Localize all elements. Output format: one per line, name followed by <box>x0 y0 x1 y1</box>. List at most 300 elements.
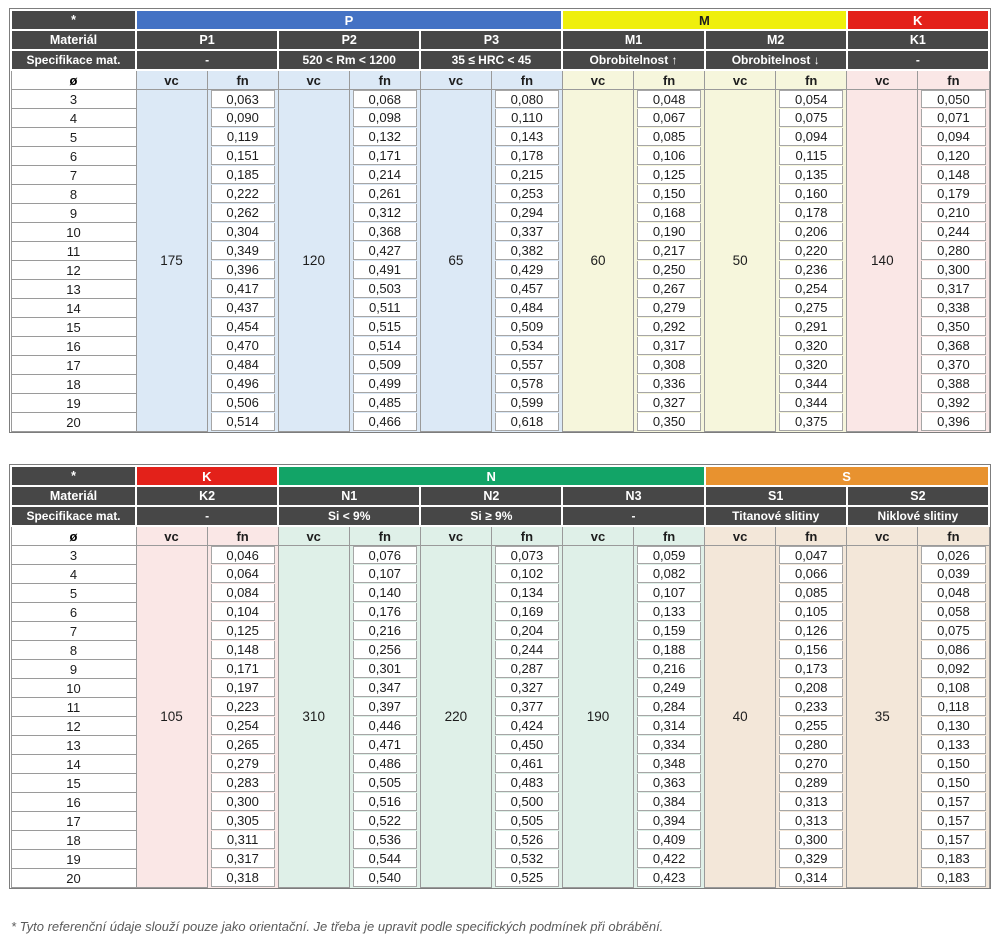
diameter-value: 10 <box>11 679 136 698</box>
fn-value: 0,461 <box>495 755 559 773</box>
material-header-p3: P3 <box>420 30 562 50</box>
fn-cell-n1 <box>349 603 420 622</box>
fn-value: 0,514 <box>353 337 417 355</box>
vc-value-p2: 120 <box>278 90 349 432</box>
fn-value: 0,417 <box>211 280 275 298</box>
fn-cell-s2 <box>918 831 989 850</box>
fn-cell-n2 <box>491 641 562 660</box>
fn-cell-p3 <box>491 204 562 223</box>
fn-value: 0,423 <box>637 869 701 887</box>
fn-header-p3: fn <box>491 70 562 90</box>
fn-cell-p3 <box>491 90 562 109</box>
fn-value: 0,156 <box>779 641 843 659</box>
fn-cell-p3 <box>491 223 562 242</box>
fn-cell-p3 <box>491 185 562 204</box>
diameter-value: 19 <box>11 394 136 413</box>
material-row-label: Materiál <box>11 30 136 50</box>
fn-cell-n3 <box>634 736 705 755</box>
fn-value: 0,270 <box>779 755 843 773</box>
fn-value: 0,173 <box>779 660 843 678</box>
fn-value: 0,536 <box>353 831 417 849</box>
material-header-n2: N2 <box>420 486 562 506</box>
fn-cell-k2 <box>207 698 278 717</box>
fn-cell-m1 <box>634 318 705 337</box>
fn-cell-s2 <box>918 641 989 660</box>
fn-value: 0,075 <box>779 109 843 127</box>
tables-container <box>9 8 991 889</box>
fn-value: 0,382 <box>495 242 559 260</box>
fn-value: 0,388 <box>921 375 985 393</box>
fn-cell-n3 <box>634 831 705 850</box>
fn-value: 0,110 <box>495 109 559 127</box>
fn-value: 0,470 <box>211 337 275 355</box>
fn-cell-k2 <box>207 546 278 565</box>
fn-value: 0,509 <box>353 356 417 374</box>
fn-value: 0,183 <box>921 869 985 887</box>
fn-value: 0,337 <box>495 223 559 241</box>
fn-cell-n2 <box>491 603 562 622</box>
fn-cell-n3 <box>634 717 705 736</box>
fn-value: 0,236 <box>779 261 843 279</box>
fn-value: 0,157 <box>921 812 985 830</box>
fn-value: 0,171 <box>353 147 417 165</box>
fn-cell-n3 <box>634 565 705 584</box>
fn-cell-s1 <box>776 850 847 869</box>
fn-value: 0,047 <box>779 546 843 564</box>
fn-value: 0,347 <box>353 679 417 697</box>
fn-value: 0,313 <box>779 793 843 811</box>
fn-value: 0,094 <box>921 128 985 146</box>
fn-cell-n2 <box>491 793 562 812</box>
fn-cell-p2 <box>349 166 420 185</box>
fn-value: 0,578 <box>495 375 559 393</box>
fn-value: 0,048 <box>921 584 985 602</box>
fn-cell-n2 <box>491 831 562 850</box>
diameter-value: 18 <box>11 831 136 850</box>
fn-value: 0,244 <box>921 223 985 241</box>
diameter-value: 12 <box>11 261 136 280</box>
material-header-s1: S1 <box>705 486 847 506</box>
fn-value: 0,157 <box>921 793 985 811</box>
fn-header-p1: fn <box>207 70 278 90</box>
fn-value: 0,148 <box>921 166 985 184</box>
fn-value: 0,320 <box>779 356 843 374</box>
fn-cell-m2 <box>776 147 847 166</box>
fn-cell-p1 <box>207 318 278 337</box>
group-header-s: S <box>705 466 989 486</box>
diameter-value: 18 <box>11 375 136 394</box>
fn-value: 0,370 <box>921 356 985 374</box>
fn-value: 0,104 <box>211 603 275 621</box>
fn-value: 0,135 <box>779 166 843 184</box>
fn-cell-m1 <box>634 356 705 375</box>
fn-value: 0,054 <box>779 90 843 108</box>
fn-cell-n2 <box>491 679 562 698</box>
fn-value: 0,094 <box>779 128 843 146</box>
fn-value: 0,304 <box>211 223 275 241</box>
fn-cell-n2 <box>491 755 562 774</box>
material-header-p2: P2 <box>278 30 420 50</box>
fn-cell-p2 <box>349 223 420 242</box>
fn-value: 0,132 <box>353 128 417 146</box>
fn-cell-k2 <box>207 660 278 679</box>
fn-cell-n3 <box>634 755 705 774</box>
fn-value: 0,313 <box>779 812 843 830</box>
fn-cell-n1 <box>349 717 420 736</box>
fn-value: 0,256 <box>353 641 417 659</box>
material-header-s2: S2 <box>847 486 989 506</box>
fn-value: 0,368 <box>921 337 985 355</box>
fn-cell-p2 <box>349 185 420 204</box>
fn-cell-m2 <box>776 356 847 375</box>
fn-cell-p1 <box>207 147 278 166</box>
diameter-value: 16 <box>11 793 136 812</box>
fn-cell-n1 <box>349 736 420 755</box>
fn-value: 0,375 <box>779 413 843 431</box>
fn-value: 0,157 <box>921 831 985 849</box>
material-header-n3: N3 <box>562 486 704 506</box>
fn-cell-p1 <box>207 337 278 356</box>
fn-value: 0,118 <box>921 698 985 716</box>
diameter-value: 3 <box>11 90 136 109</box>
diameter-value: 9 <box>11 204 136 223</box>
fn-value: 0,466 <box>353 413 417 431</box>
fn-value: 0,092 <box>921 660 985 678</box>
fn-cell-k1 <box>918 356 989 375</box>
vc-value-n2: 220 <box>420 546 491 888</box>
fn-value: 0,334 <box>637 736 701 754</box>
fn-value: 0,409 <box>637 831 701 849</box>
fn-cell-s1 <box>776 660 847 679</box>
fn-header-m2: fn <box>776 70 847 90</box>
fn-cell-p1 <box>207 394 278 413</box>
fn-value: 0,350 <box>637 413 701 431</box>
fn-value: 0,363 <box>637 774 701 792</box>
fn-value: 0,143 <box>495 128 559 146</box>
fn-cell-m1 <box>634 90 705 109</box>
fn-value: 0,485 <box>353 394 417 412</box>
fn-cell-p1 <box>207 128 278 147</box>
fn-value: 0,206 <box>779 223 843 241</box>
fn-cell-s1 <box>776 736 847 755</box>
fn-cell-s2 <box>918 755 989 774</box>
fn-value: 0,169 <box>495 603 559 621</box>
fn-cell-m1 <box>634 299 705 318</box>
fn-value: 0,063 <box>211 90 275 108</box>
fn-cell-s1 <box>776 831 847 850</box>
fn-value: 0,484 <box>495 299 559 317</box>
vc-value-k1: 140 <box>847 90 918 432</box>
fn-cell-n1 <box>349 850 420 869</box>
fn-cell-k1 <box>918 147 989 166</box>
diameter-value: 13 <box>11 280 136 299</box>
spec-header-s1: Titanové slitiny <box>705 506 847 526</box>
fn-cell-n3 <box>634 774 705 793</box>
fn-value: 0,168 <box>637 204 701 222</box>
fn-header-n2: fn <box>491 526 562 546</box>
fn-cell-s1 <box>776 565 847 584</box>
vc-header-k1: vc <box>847 70 918 90</box>
fn-cell-k1 <box>918 223 989 242</box>
fn-value: 0,344 <box>779 375 843 393</box>
fn-cell-p3 <box>491 394 562 413</box>
fn-value: 0,557 <box>495 356 559 374</box>
fn-cell-p3 <box>491 299 562 318</box>
fn-value: 0,312 <box>353 204 417 222</box>
diameter-value: 13 <box>11 736 136 755</box>
fn-cell-n3 <box>634 603 705 622</box>
diameter-value: 9 <box>11 660 136 679</box>
fn-cell-k1 <box>918 242 989 261</box>
fn-cell-m2 <box>776 109 847 128</box>
fn-value: 0,496 <box>211 375 275 393</box>
fn-cell-n3 <box>634 869 705 888</box>
fn-value: 0,424 <box>495 717 559 735</box>
spec-header-n2: Si ≥ 9% <box>420 506 562 526</box>
fn-value: 0,244 <box>495 641 559 659</box>
fn-cell-m2 <box>776 185 847 204</box>
vc-header-p2: vc <box>278 70 349 90</box>
fn-value: 0,279 <box>211 755 275 773</box>
fn-cell-m2 <box>776 90 847 109</box>
diameter-value: 10 <box>11 223 136 242</box>
fn-cell-p1 <box>207 166 278 185</box>
fn-cell-n2 <box>491 774 562 793</box>
vc-value-s1: 40 <box>705 546 776 888</box>
fn-cell-m2 <box>776 223 847 242</box>
fn-cell-s1 <box>776 774 847 793</box>
fn-cell-s2 <box>918 679 989 698</box>
vc-value-m2: 50 <box>705 90 776 432</box>
group-header-k: K <box>136 466 278 486</box>
fn-value: 0,534 <box>495 337 559 355</box>
fn-value: 0,329 <box>779 850 843 868</box>
fn-value: 0,026 <box>921 546 985 564</box>
fn-value: 0,204 <box>495 622 559 640</box>
fn-value: 0,133 <box>921 736 985 754</box>
fn-value: 0,119 <box>211 128 275 146</box>
fn-cell-s2 <box>918 717 989 736</box>
table-frame-2 <box>9 464 991 889</box>
fn-cell-k2 <box>207 812 278 831</box>
fn-cell-n2 <box>491 660 562 679</box>
fn-value: 0,305 <box>211 812 275 830</box>
fn-value: 0,185 <box>211 166 275 184</box>
fn-header-p2: fn <box>349 70 420 90</box>
diameter-value: 7 <box>11 622 136 641</box>
fn-cell-k2 <box>207 679 278 698</box>
fn-cell-n1 <box>349 831 420 850</box>
fn-cell-n1 <box>349 793 420 812</box>
fn-value: 0,098 <box>353 109 417 127</box>
fn-cell-n3 <box>634 698 705 717</box>
table-frame-1 <box>9 8 991 433</box>
fn-value: 0,526 <box>495 831 559 849</box>
fn-cell-p2 <box>349 356 420 375</box>
star-header: * <box>11 466 136 486</box>
diameter-value: 15 <box>11 774 136 793</box>
vc-header-m2: vc <box>705 70 776 90</box>
fn-cell-n3 <box>634 850 705 869</box>
fn-value: 0,085 <box>637 128 701 146</box>
fn-value: 0,130 <box>921 717 985 735</box>
fn-value: 0,506 <box>211 394 275 412</box>
fn-value: 0,377 <box>495 698 559 716</box>
spec-header-n3: - <box>562 506 704 526</box>
fn-cell-m1 <box>634 185 705 204</box>
diameter-value: 6 <box>11 603 136 622</box>
group-header-m: M <box>562 10 846 30</box>
fn-value: 0,233 <box>779 698 843 716</box>
fn-value: 0,150 <box>637 185 701 203</box>
fn-cell-s1 <box>776 679 847 698</box>
diameter-value: 20 <box>11 413 136 432</box>
fn-value: 0,150 <box>921 774 985 792</box>
fn-value: 0,190 <box>637 223 701 241</box>
fn-value: 0,283 <box>211 774 275 792</box>
fn-value: 0,250 <box>637 261 701 279</box>
fn-cell-m2 <box>776 261 847 280</box>
fn-cell-k1 <box>918 128 989 147</box>
fn-value: 0,085 <box>779 584 843 602</box>
fn-value: 0,090 <box>211 109 275 127</box>
fn-cell-k2 <box>207 641 278 660</box>
fn-cell-s2 <box>918 793 989 812</box>
spec-header-k1: - <box>847 50 989 70</box>
fn-value: 0,396 <box>211 261 275 279</box>
diameter-value: 8 <box>11 185 136 204</box>
vc-header-k2: vc <box>136 526 207 546</box>
fn-cell-s1 <box>776 641 847 660</box>
group-header-k: K <box>847 10 989 30</box>
fn-value: 0,396 <box>921 413 985 431</box>
fn-cell-m1 <box>634 109 705 128</box>
fn-value: 0,208 <box>779 679 843 697</box>
fn-cell-n1 <box>349 812 420 831</box>
fn-value: 0,422 <box>637 850 701 868</box>
fn-cell-s2 <box>918 736 989 755</box>
vc-value-p3: 65 <box>420 90 491 432</box>
diameter-value: 4 <box>11 565 136 584</box>
fn-value: 0,618 <box>495 413 559 431</box>
fn-cell-k1 <box>918 185 989 204</box>
fn-value: 0,253 <box>495 185 559 203</box>
fn-cell-s1 <box>776 584 847 603</box>
fn-value: 0,178 <box>495 147 559 165</box>
diameter-value: 19 <box>11 850 136 869</box>
material-header-k1: K1 <box>847 30 989 50</box>
fn-cell-n3 <box>634 812 705 831</box>
fn-cell-s2 <box>918 584 989 603</box>
fn-cell-n3 <box>634 641 705 660</box>
fn-cell-k1 <box>918 394 989 413</box>
fn-value: 0,544 <box>353 850 417 868</box>
fn-cell-p1 <box>207 299 278 318</box>
fn-cell-p2 <box>349 109 420 128</box>
fn-cell-m2 <box>776 128 847 147</box>
fn-value: 0,344 <box>779 394 843 412</box>
fn-cell-n2 <box>491 622 562 641</box>
spec-header-m1: Obrobitelnost ↑ <box>562 50 704 70</box>
fn-value: 0,392 <box>921 394 985 412</box>
fn-cell-s1 <box>776 793 847 812</box>
fn-cell-p1 <box>207 375 278 394</box>
fn-value: 0,317 <box>921 280 985 298</box>
fn-cell-s1 <box>776 698 847 717</box>
fn-cell-p2 <box>349 128 420 147</box>
fn-value: 0,499 <box>353 375 417 393</box>
fn-cell-n2 <box>491 565 562 584</box>
fn-value: 0,457 <box>495 280 559 298</box>
fn-value: 0,522 <box>353 812 417 830</box>
fn-value: 0,188 <box>637 641 701 659</box>
fn-value: 0,046 <box>211 546 275 564</box>
fn-cell-m2 <box>776 242 847 261</box>
spec-header-m2: Obrobitelnost ↓ <box>705 50 847 70</box>
fn-value: 0,484 <box>211 356 275 374</box>
fn-cell-k2 <box>207 793 278 812</box>
fn-cell-p2 <box>349 337 420 356</box>
fn-value: 0,300 <box>211 793 275 811</box>
fn-cell-k2 <box>207 717 278 736</box>
fn-cell-p3 <box>491 375 562 394</box>
fn-value: 0,082 <box>637 565 701 583</box>
cutting-table-2 <box>10 465 990 888</box>
fn-header-s1: fn <box>776 526 847 546</box>
fn-cell-p2 <box>349 318 420 337</box>
fn-value: 0,102 <box>495 565 559 583</box>
fn-cell-p1 <box>207 261 278 280</box>
fn-cell-s2 <box>918 546 989 565</box>
fn-cell-n3 <box>634 622 705 641</box>
fn-value: 0,059 <box>637 546 701 564</box>
spec-row-label: Specifikace mat. <box>11 50 136 70</box>
fn-cell-p1 <box>207 90 278 109</box>
diameter-header: ø <box>11 70 136 90</box>
fn-value: 0,217 <box>637 242 701 260</box>
fn-value: 0,080 <box>495 90 559 108</box>
fn-value: 0,125 <box>211 622 275 640</box>
fn-value: 0,429 <box>495 261 559 279</box>
fn-header-k1: fn <box>918 70 989 90</box>
fn-cell-s1 <box>776 869 847 888</box>
fn-cell-m1 <box>634 166 705 185</box>
fn-cell-n2 <box>491 869 562 888</box>
fn-cell-s2 <box>918 622 989 641</box>
fn-cell-m1 <box>634 261 705 280</box>
fn-value: 0,223 <box>211 698 275 716</box>
fn-cell-n1 <box>349 698 420 717</box>
vc-value-n3: 190 <box>562 546 633 888</box>
material-header-p1: P1 <box>136 30 278 50</box>
fn-cell-k2 <box>207 869 278 888</box>
vc-value-s2: 35 <box>847 546 918 888</box>
fn-cell-p2 <box>349 242 420 261</box>
fn-value: 0,222 <box>211 185 275 203</box>
fn-value: 0,599 <box>495 394 559 412</box>
fn-cell-n2 <box>491 717 562 736</box>
fn-cell-n1 <box>349 584 420 603</box>
fn-value: 0,540 <box>353 869 417 887</box>
fn-value: 0,437 <box>211 299 275 317</box>
fn-value: 0,126 <box>779 622 843 640</box>
fn-value: 0,486 <box>353 755 417 773</box>
fn-value: 0,327 <box>495 679 559 697</box>
fn-cell-k2 <box>207 622 278 641</box>
fn-cell-k2 <box>207 755 278 774</box>
star-header: * <box>11 10 136 30</box>
diameter-value: 5 <box>11 128 136 147</box>
